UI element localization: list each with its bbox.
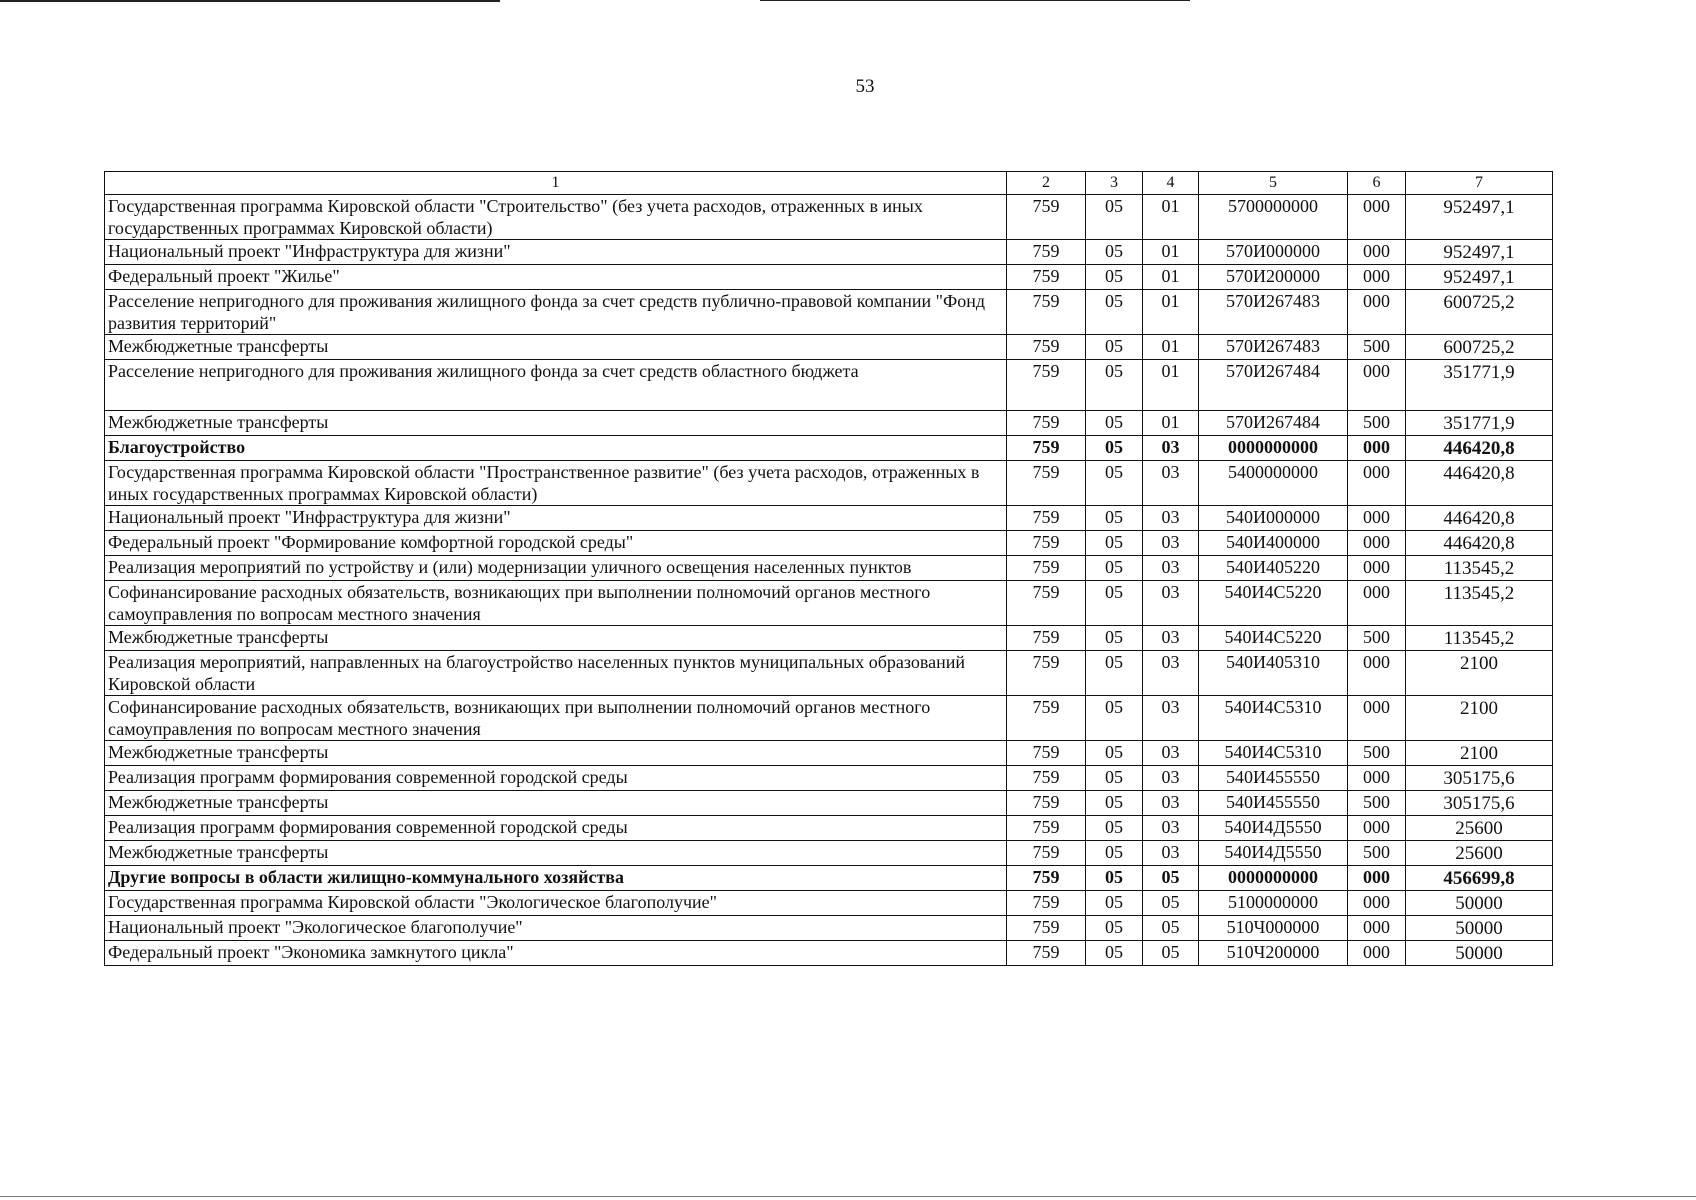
row-col-2-cell: 759 <box>1007 335 1086 360</box>
row-name-cell: Государственная программа Кировской области "Экологическое благополучие" <box>105 891 1007 916</box>
row-col-2-cell: 759 <box>1007 791 1086 816</box>
row-col-6-cell: 000 <box>1348 436 1406 461</box>
row-col-3-cell: 05 <box>1086 411 1143 436</box>
row-name-cell: Государственная программа Кировской области "Строительство" (без учета расходов, отраженных в иных государственных программах Кировской области) <box>105 195 1007 240</box>
row-col-2-cell: 759 <box>1007 411 1086 436</box>
row-col-5-cell: 540И455550 <box>1199 791 1348 816</box>
row-col-3-cell: 05 <box>1086 816 1143 841</box>
row-col-7-cell: 25600 <box>1406 841 1553 866</box>
row-col-3-cell: 05 <box>1086 581 1143 626</box>
row-col-5-cell: 5700000000 <box>1199 195 1348 240</box>
row-name-cell: Межбюджетные трансферты <box>105 411 1007 436</box>
row-col-4-cell: 03 <box>1143 651 1199 696</box>
row-col-5-cell: 0000000000 <box>1199 436 1348 461</box>
row-col-2-cell: 759 <box>1007 941 1086 966</box>
header-col-1: 1 <box>105 172 1007 195</box>
table-row <box>105 696 1553 741</box>
row-col-4-cell: 03 <box>1143 581 1199 626</box>
row-col-4-cell: 03 <box>1143 531 1199 556</box>
row-col-7-cell: 446420,8 <box>1406 506 1553 531</box>
row-name-cell: Федеральный проект "Экономика замкнутого цикла" <box>105 941 1007 966</box>
table-row <box>105 411 1553 436</box>
row-col-2-cell: 759 <box>1007 696 1086 741</box>
row-col-3-cell: 05 <box>1086 506 1143 531</box>
row-col-4-cell: 01 <box>1143 195 1199 240</box>
row-name-cell: Государственная программа Кировской области "Пространственное развитие" (без учета расходов, отраженных в иных государственных программах Кировской области) <box>105 461 1007 506</box>
row-name-cell: Благоустройство <box>105 436 1007 461</box>
row-col-2-cell: 759 <box>1007 556 1086 581</box>
row-col-6-cell: 500 <box>1348 791 1406 816</box>
row-col-3-cell: 05 <box>1086 290 1143 335</box>
row-col-4-cell: 03 <box>1143 626 1199 651</box>
row-col-7-cell: 2100 <box>1406 651 1553 696</box>
table-row <box>105 360 1553 411</box>
row-col-5-cell: 540И405310 <box>1199 651 1348 696</box>
row-col-2-cell: 759 <box>1007 651 1086 696</box>
row-col-4-cell: 03 <box>1143 436 1199 461</box>
row-col-5-cell: 540И4Д5550 <box>1199 841 1348 866</box>
row-col-7-cell: 952497,1 <box>1406 265 1553 290</box>
row-col-4-cell: 05 <box>1143 891 1199 916</box>
row-name-cell: Федеральный проект "Формирование комфортной городской среды" <box>105 531 1007 556</box>
row-name-cell: Софинансирование расходных обязательств, возникающих при выполнении полномочий органов местного самоуправления по вопросам местного значения <box>105 581 1007 626</box>
row-col-7-cell: 952497,1 <box>1406 195 1553 240</box>
row-col-5-cell: 540И4С5220 <box>1199 626 1348 651</box>
row-col-4-cell: 03 <box>1143 741 1199 766</box>
row-col-2-cell: 759 <box>1007 240 1086 265</box>
row-col-3-cell: 05 <box>1086 891 1143 916</box>
row-col-3-cell: 05 <box>1086 696 1143 741</box>
row-col-4-cell: 01 <box>1143 265 1199 290</box>
row-col-6-cell: 000 <box>1348 696 1406 741</box>
row-col-4-cell: 01 <box>1143 240 1199 265</box>
row-name-cell: Межбюджетные трансферты <box>105 741 1007 766</box>
row-col-4-cell: 05 <box>1143 916 1199 941</box>
row-col-4-cell: 05 <box>1143 941 1199 966</box>
row-col-2-cell: 759 <box>1007 290 1086 335</box>
row-col-7-cell: 305175,6 <box>1406 766 1553 791</box>
row-name-cell: Национальный проект "Инфраструктура для жизни" <box>105 240 1007 265</box>
row-col-3-cell: 05 <box>1086 556 1143 581</box>
table-row <box>105 891 1553 916</box>
row-col-5-cell: 510Ч200000 <box>1199 941 1348 966</box>
row-col-6-cell: 500 <box>1348 841 1406 866</box>
table-row <box>105 626 1553 651</box>
row-col-6-cell: 000 <box>1348 916 1406 941</box>
row-col-5-cell: 570И267483 <box>1199 290 1348 335</box>
row-col-7-cell: 446420,8 <box>1406 461 1553 506</box>
table-row <box>105 195 1553 240</box>
row-col-2-cell: 759 <box>1007 436 1086 461</box>
row-col-7-cell: 2100 <box>1406 741 1553 766</box>
row-col-2-cell: 759 <box>1007 841 1086 866</box>
row-col-5-cell: 540И4С5220 <box>1199 581 1348 626</box>
row-col-4-cell: 01 <box>1143 335 1199 360</box>
row-col-5-cell: 540И4С5310 <box>1199 696 1348 741</box>
row-name-cell: Реализация мероприятий по устройству и (или) модернизации уличного освещения населенных пунктов <box>105 556 1007 581</box>
table-row <box>105 816 1553 841</box>
table-row <box>105 335 1553 360</box>
row-name-cell: Софинансирование расходных обязательств, возникающих при выполнении полномочий органов местного самоуправления по вопросам местного значения <box>105 696 1007 741</box>
header-col-7: 7 <box>1406 172 1553 195</box>
row-col-3-cell: 05 <box>1086 265 1143 290</box>
row-col-5-cell: 570И267484 <box>1199 411 1348 436</box>
budget-table <box>104 171 1553 966</box>
row-col-6-cell: 000 <box>1348 766 1406 791</box>
row-col-6-cell: 000 <box>1348 461 1406 506</box>
row-col-3-cell: 05 <box>1086 335 1143 360</box>
row-col-2-cell: 759 <box>1007 265 1086 290</box>
row-col-6-cell: 000 <box>1348 556 1406 581</box>
row-col-5-cell: 570И200000 <box>1199 265 1348 290</box>
row-col-2-cell: 759 <box>1007 816 1086 841</box>
row-name-cell: Реализация программ формирования современной городской среды <box>105 766 1007 791</box>
row-col-7-cell: 50000 <box>1406 891 1553 916</box>
row-col-5-cell: 540И400000 <box>1199 531 1348 556</box>
row-name-cell: Расселение непригодного для проживания жилищного фонда за счет средств областного бюджета <box>105 360 1007 411</box>
row-col-7-cell: 25600 <box>1406 816 1553 841</box>
row-col-6-cell: 000 <box>1348 506 1406 531</box>
row-col-3-cell: 05 <box>1086 941 1143 966</box>
row-col-6-cell: 000 <box>1348 240 1406 265</box>
row-col-3-cell: 05 <box>1086 791 1143 816</box>
header-col-5: 5 <box>1199 172 1348 195</box>
row-col-7-cell: 456699,8 <box>1406 866 1553 891</box>
row-col-4-cell: 03 <box>1143 791 1199 816</box>
row-name-cell: Межбюджетные трансферты <box>105 335 1007 360</box>
row-col-7-cell: 50000 <box>1406 916 1553 941</box>
header-col-4: 4 <box>1143 172 1199 195</box>
row-col-3-cell: 05 <box>1086 626 1143 651</box>
row-name-cell: Межбюджетные трансферты <box>105 791 1007 816</box>
row-col-5-cell: 570И000000 <box>1199 240 1348 265</box>
row-col-3-cell: 05 <box>1086 866 1143 891</box>
table-row <box>105 741 1553 766</box>
row-name-cell: Реализация мероприятий, направленных на благоустройство населенных пунктов муниципальных образований Кировской области <box>105 651 1007 696</box>
row-col-7-cell: 113545,2 <box>1406 556 1553 581</box>
row-col-7-cell: 952497,1 <box>1406 240 1553 265</box>
row-name-cell: Национальный проект "Экологическое благополучие" <box>105 916 1007 941</box>
row-col-7-cell: 351771,9 <box>1406 411 1553 436</box>
row-col-6-cell: 500 <box>1348 335 1406 360</box>
row-name-cell: Другие вопросы в области жилищно-коммунального хозяйства <box>105 866 1007 891</box>
table-row <box>105 556 1553 581</box>
header-row <box>105 172 1553 195</box>
row-col-5-cell: 540И455550 <box>1199 766 1348 791</box>
row-col-5-cell: 570И267484 <box>1199 360 1348 411</box>
row-col-3-cell: 05 <box>1086 461 1143 506</box>
row-col-6-cell: 500 <box>1348 411 1406 436</box>
row-col-3-cell: 05 <box>1086 916 1143 941</box>
table-row <box>105 506 1553 531</box>
row-col-4-cell: 03 <box>1143 556 1199 581</box>
table-row <box>105 461 1553 506</box>
row-col-5-cell: 570И267483 <box>1199 335 1348 360</box>
row-col-2-cell: 759 <box>1007 195 1086 240</box>
row-col-3-cell: 05 <box>1086 531 1143 556</box>
row-col-5-cell: 540И4Д5550 <box>1199 816 1348 841</box>
row-col-7-cell: 113545,2 <box>1406 581 1553 626</box>
scan-edge-top <box>0 0 500 2</box>
row-col-7-cell: 446420,8 <box>1406 531 1553 556</box>
row-col-3-cell: 05 <box>1086 240 1143 265</box>
row-col-5-cell: 540И4С5310 <box>1199 741 1348 766</box>
row-col-5-cell: 510Ч000000 <box>1199 916 1348 941</box>
row-col-7-cell: 600725,2 <box>1406 290 1553 335</box>
row-col-2-cell: 759 <box>1007 461 1086 506</box>
row-col-4-cell: 03 <box>1143 766 1199 791</box>
table-row <box>105 916 1553 941</box>
table-row <box>105 290 1553 335</box>
row-col-7-cell: 50000 <box>1406 941 1553 966</box>
table-row <box>105 581 1553 626</box>
row-col-2-cell: 759 <box>1007 360 1086 411</box>
table-row <box>105 240 1553 265</box>
row-name-cell: Реализация программ формирования современной городской среды <box>105 816 1007 841</box>
row-col-2-cell: 759 <box>1007 741 1086 766</box>
table-row <box>105 531 1553 556</box>
table-row <box>105 941 1553 966</box>
row-name-cell: Межбюджетные трансферты <box>105 626 1007 651</box>
row-col-4-cell: 01 <box>1143 411 1199 436</box>
row-col-7-cell: 351771,9 <box>1406 360 1553 411</box>
table-row <box>105 265 1553 290</box>
row-col-7-cell: 2100 <box>1406 696 1553 741</box>
row-col-5-cell: 5100000000 <box>1199 891 1348 916</box>
row-col-4-cell: 03 <box>1143 841 1199 866</box>
row-col-4-cell: 05 <box>1143 866 1199 891</box>
row-name-cell: Национальный проект "Инфраструктура для жизни" <box>105 506 1007 531</box>
table-row <box>105 866 1553 891</box>
row-col-4-cell: 03 <box>1143 506 1199 531</box>
row-col-6-cell: 500 <box>1348 741 1406 766</box>
row-col-6-cell: 000 <box>1348 816 1406 841</box>
row-col-6-cell: 000 <box>1348 195 1406 240</box>
table-row <box>105 436 1553 461</box>
row-col-6-cell: 000 <box>1348 531 1406 556</box>
row-col-7-cell: 113545,2 <box>1406 626 1553 651</box>
row-col-5-cell: 540И000000 <box>1199 506 1348 531</box>
header-col-2: 2 <box>1007 172 1086 195</box>
row-col-4-cell: 03 <box>1143 816 1199 841</box>
row-col-2-cell: 759 <box>1007 766 1086 791</box>
row-col-3-cell: 05 <box>1086 741 1143 766</box>
row-col-5-cell: 540И405220 <box>1199 556 1348 581</box>
scan-edge-top-right <box>760 0 1190 1</box>
header-col-3: 3 <box>1086 172 1143 195</box>
row-col-2-cell: 759 <box>1007 506 1086 531</box>
row-col-6-cell: 000 <box>1348 866 1406 891</box>
row-col-3-cell: 05 <box>1086 436 1143 461</box>
row-col-2-cell: 759 <box>1007 531 1086 556</box>
row-col-6-cell: 000 <box>1348 265 1406 290</box>
row-col-4-cell: 03 <box>1143 461 1199 506</box>
row-col-3-cell: 05 <box>1086 360 1143 411</box>
row-col-2-cell: 759 <box>1007 916 1086 941</box>
row-col-3-cell: 05 <box>1086 195 1143 240</box>
row-col-5-cell: 0000000000 <box>1199 866 1348 891</box>
row-col-7-cell: 446420,8 <box>1406 436 1553 461</box>
row-col-4-cell: 01 <box>1143 360 1199 411</box>
row-col-6-cell: 000 <box>1348 290 1406 335</box>
table-row <box>105 766 1553 791</box>
row-col-7-cell: 305175,6 <box>1406 791 1553 816</box>
row-col-4-cell: 03 <box>1143 696 1199 741</box>
page-number: 53 <box>855 76 875 97</box>
row-col-3-cell: 05 <box>1086 651 1143 696</box>
row-name-cell: Федеральный проект "Жилье" <box>105 265 1007 290</box>
header-col-6: 6 <box>1348 172 1406 195</box>
row-name-cell: Межбюджетные трансферты <box>105 841 1007 866</box>
row-col-6-cell: 000 <box>1348 891 1406 916</box>
table-row <box>105 651 1553 696</box>
row-col-3-cell: 05 <box>1086 766 1143 791</box>
table-row <box>105 791 1553 816</box>
scan-edge-bottom <box>0 1196 1696 1197</box>
table-row <box>105 841 1553 866</box>
row-col-2-cell: 759 <box>1007 626 1086 651</box>
row-col-5-cell: 5400000000 <box>1199 461 1348 506</box>
row-col-2-cell: 759 <box>1007 891 1086 916</box>
row-col-6-cell: 000 <box>1348 360 1406 411</box>
row-col-2-cell: 759 <box>1007 581 1086 626</box>
row-col-2-cell: 759 <box>1007 866 1086 891</box>
row-col-6-cell: 000 <box>1348 941 1406 966</box>
row-col-4-cell: 01 <box>1143 290 1199 335</box>
row-col-3-cell: 05 <box>1086 841 1143 866</box>
row-col-6-cell: 000 <box>1348 581 1406 626</box>
row-name-cell: Расселение непригодного для проживания жилищного фонда за счет средств публично-правовой компании "Фонд развития территорий" <box>105 290 1007 335</box>
row-col-7-cell: 600725,2 <box>1406 335 1553 360</box>
table-body <box>105 195 1553 966</box>
row-col-6-cell: 000 <box>1348 651 1406 696</box>
row-col-6-cell: 500 <box>1348 626 1406 651</box>
